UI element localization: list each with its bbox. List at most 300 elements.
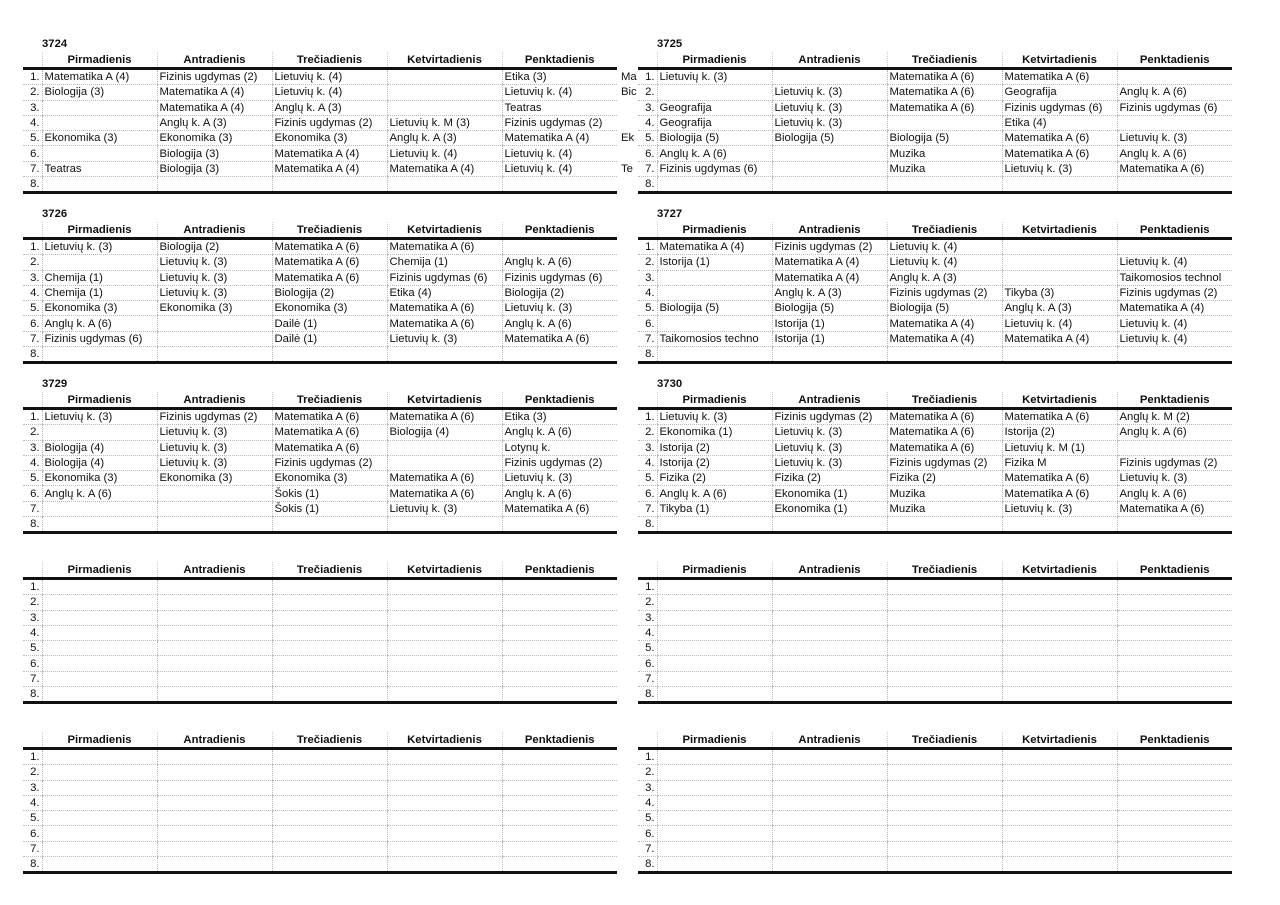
lesson-cell[interactable]: Chemija (1) [387, 255, 502, 270]
lesson-cell[interactable] [157, 780, 272, 795]
lesson-cell[interactable] [1117, 749, 1232, 765]
lesson-cell[interactable] [157, 795, 272, 810]
lesson-cell[interactable]: Matematika A (4) [657, 239, 772, 255]
lesson-cell[interactable]: Lietuvių k. (4) [502, 146, 617, 161]
lesson-cell[interactable] [42, 811, 157, 826]
lesson-cell[interactable] [502, 687, 617, 703]
lesson-cell[interactable]: Lietuvių k. (3) [42, 409, 157, 425]
lesson-cell[interactable] [1117, 595, 1232, 610]
lesson-cell[interactable] [887, 795, 1002, 810]
lesson-cell[interactable] [887, 347, 1002, 363]
lesson-cell[interactable]: Fizinis ugdymas (2) [157, 409, 272, 425]
lesson-cell[interactable]: Šokis (1) [272, 501, 387, 516]
lesson-cell[interactable]: Matematika A (6) [1002, 131, 1117, 146]
lesson-cell[interactable] [502, 641, 617, 656]
lesson-cell[interactable]: Muzika [887, 146, 1002, 161]
lesson-cell[interactable] [1002, 177, 1117, 193]
lesson-cell[interactable]: Ekonomika (3) [42, 471, 157, 486]
lesson-cell[interactable]: Anglų k. A (6) [1117, 146, 1232, 161]
lesson-cell[interactable] [772, 177, 887, 193]
lesson-cell[interactable]: Matematika A (6) [387, 409, 502, 425]
lesson-cell[interactable] [157, 331, 272, 346]
lesson-cell[interactable] [272, 811, 387, 826]
lesson-cell[interactable] [772, 347, 887, 363]
lesson-cell[interactable] [1002, 270, 1117, 285]
lesson-cell[interactable] [1117, 347, 1232, 363]
lesson-cell[interactable]: Lietuvių k. M (1) [1002, 440, 1117, 455]
lesson-cell[interactable] [42, 595, 157, 610]
lesson-cell[interactable] [502, 517, 617, 533]
lesson-cell[interactable] [157, 749, 272, 765]
lesson-cell[interactable] [657, 610, 772, 625]
lesson-cell[interactable]: Matematika A (4) [887, 331, 1002, 346]
lesson-cell[interactable] [272, 841, 387, 856]
lesson-cell[interactable]: Anglų k. A (6) [1117, 425, 1232, 440]
lesson-cell[interactable]: Lietuvių k. (3) [657, 409, 772, 425]
lesson-cell[interactable]: Ekonomika (3) [157, 301, 272, 316]
lesson-cell[interactable] [1117, 841, 1232, 856]
lesson-cell[interactable]: Fizika (2) [887, 471, 1002, 486]
lesson-cell[interactable]: Ekonomika (3) [272, 131, 387, 146]
lesson-cell[interactable] [1002, 347, 1117, 363]
lesson-cell[interactable] [657, 811, 772, 826]
lesson-cell[interactable]: Matematika A (6) [887, 100, 1002, 115]
lesson-cell[interactable] [387, 579, 502, 595]
lesson-cell[interactable] [1117, 69, 1232, 85]
lesson-cell[interactable]: Istorija (2) [657, 455, 772, 470]
lesson-cell[interactable] [1002, 579, 1117, 595]
lesson-cell[interactable]: Lietuvių k. (4) [272, 69, 387, 85]
lesson-cell[interactable]: Matematika A (6) [272, 409, 387, 425]
lesson-cell[interactable]: Taikomosios technol [1117, 270, 1232, 285]
lesson-cell[interactable]: Istorija (2) [657, 440, 772, 455]
lesson-cell[interactable]: Lietuvių k. (4) [887, 239, 1002, 255]
lesson-cell[interactable] [887, 780, 1002, 795]
lesson-cell[interactable]: Fizinis ugdymas (2) [157, 69, 272, 85]
lesson-cell[interactable] [42, 610, 157, 625]
lesson-cell[interactable]: Lietuvių k. (3) [157, 255, 272, 270]
lesson-cell[interactable] [1117, 115, 1232, 130]
lesson-cell[interactable]: Lietuvių k. (3) [157, 455, 272, 470]
lesson-cell[interactable] [42, 425, 157, 440]
lesson-cell[interactable] [772, 765, 887, 780]
lesson-cell[interactable] [387, 641, 502, 656]
lesson-cell[interactable]: Lietuvių k. (3) [1117, 131, 1232, 146]
lesson-cell[interactable]: Lietuvių k. (3) [387, 331, 502, 346]
lesson-cell[interactable] [887, 687, 1002, 703]
lesson-cell[interactable]: Lietuvių k. (3) [772, 425, 887, 440]
lesson-cell[interactable]: Fizinis ugdymas (2) [772, 239, 887, 255]
lesson-cell[interactable] [657, 347, 772, 363]
lesson-cell[interactable]: Ekonomika (3) [272, 471, 387, 486]
lesson-cell[interactable] [387, 610, 502, 625]
lesson-cell[interactable]: Fizinis ugdymas (6) [42, 331, 157, 346]
lesson-cell[interactable]: Anglų k. A (3) [1002, 301, 1117, 316]
lesson-cell[interactable]: Fizinis ugdymas (2) [772, 409, 887, 425]
lesson-cell[interactable] [502, 795, 617, 810]
lesson-cell[interactable]: Muzika [887, 161, 1002, 176]
lesson-cell[interactable]: Biologija (3) [42, 85, 157, 100]
lesson-cell[interactable]: Fizinis ugdymas (2) [272, 115, 387, 130]
lesson-cell[interactable] [657, 579, 772, 595]
lesson-cell[interactable]: Matematika A (6) [1002, 486, 1117, 501]
lesson-cell[interactable] [272, 177, 387, 193]
lesson-cell[interactable] [1002, 517, 1117, 533]
lesson-cell[interactable] [772, 595, 887, 610]
lesson-cell[interactable] [387, 795, 502, 810]
lesson-cell[interactable]: Chemija (1) [42, 285, 157, 300]
lesson-cell[interactable] [157, 687, 272, 703]
lesson-cell[interactable]: Lietuvių k. (3) [502, 301, 617, 316]
lesson-cell[interactable]: Teatras [502, 100, 617, 115]
lesson-cell[interactable] [272, 347, 387, 363]
lesson-cell[interactable] [657, 795, 772, 810]
lesson-cell[interactable] [1002, 671, 1117, 686]
lesson-cell[interactable] [502, 610, 617, 625]
lesson-cell[interactable] [387, 656, 502, 671]
lesson-cell[interactable]: Anglų k. M (2) [1117, 409, 1232, 425]
lesson-cell[interactable]: Dailė (1) [272, 331, 387, 346]
lesson-cell[interactable] [1002, 595, 1117, 610]
lesson-cell[interactable] [772, 795, 887, 810]
lesson-cell[interactable] [1117, 687, 1232, 703]
lesson-cell[interactable] [502, 625, 617, 640]
lesson-cell[interactable] [657, 517, 772, 533]
lesson-cell[interactable]: Biologija (5) [657, 131, 772, 146]
lesson-cell[interactable] [887, 671, 1002, 686]
lesson-cell[interactable]: Biologija (3) [157, 161, 272, 176]
lesson-cell[interactable] [887, 811, 1002, 826]
lesson-cell[interactable]: Šokis (1) [272, 486, 387, 501]
lesson-cell[interactable]: Ekonomika (3) [272, 301, 387, 316]
lesson-cell[interactable] [272, 656, 387, 671]
lesson-cell[interactable] [157, 595, 272, 610]
lesson-cell[interactable] [657, 625, 772, 640]
lesson-cell[interactable] [502, 177, 617, 193]
lesson-cell[interactable]: Ekonomika (1) [772, 501, 887, 516]
lesson-cell[interactable] [502, 579, 617, 595]
lesson-cell[interactable] [157, 656, 272, 671]
lesson-cell[interactable] [887, 749, 1002, 765]
lesson-cell[interactable]: Chemija (1) [42, 270, 157, 285]
lesson-cell[interactable] [502, 765, 617, 780]
lesson-cell[interactable] [387, 811, 502, 826]
lesson-cell[interactable] [1002, 610, 1117, 625]
lesson-cell[interactable]: Anglų k. A (6) [502, 316, 617, 331]
lesson-cell[interactable] [1002, 841, 1117, 856]
lesson-cell[interactable] [887, 579, 1002, 595]
lesson-cell[interactable]: Ekonomika (3) [157, 131, 272, 146]
lesson-cell[interactable] [887, 115, 1002, 130]
lesson-cell[interactable]: Matematika A (6) [1117, 501, 1232, 516]
lesson-cell[interactable]: Matematika A (6) [272, 425, 387, 440]
lesson-cell[interactable]: Fizinis ugdymas (6) [1117, 100, 1232, 115]
lesson-cell[interactable]: Matematika A (4) [772, 255, 887, 270]
lesson-cell[interactable] [1117, 610, 1232, 625]
lesson-cell[interactable] [42, 115, 157, 130]
lesson-cell[interactable]: Biologija (3) [157, 146, 272, 161]
lesson-cell[interactable]: Anglų k. A (3) [387, 131, 502, 146]
lesson-cell[interactable]: Biologija (5) [772, 301, 887, 316]
lesson-cell[interactable] [887, 826, 1002, 841]
lesson-cell[interactable] [387, 177, 502, 193]
lesson-cell[interactable] [772, 857, 887, 873]
lesson-cell[interactable] [272, 610, 387, 625]
lesson-cell[interactable]: Lietuvių k. (3) [157, 425, 272, 440]
lesson-cell[interactable] [42, 177, 157, 193]
lesson-cell[interactable]: Fizika M [1002, 455, 1117, 470]
lesson-cell[interactable]: Fizinis ugdymas (2) [272, 455, 387, 470]
lesson-cell[interactable] [1117, 857, 1232, 873]
lesson-cell[interactable] [387, 826, 502, 841]
lesson-cell[interactable]: Taikomosios techno [657, 331, 772, 346]
lesson-cell[interactable] [157, 765, 272, 780]
lesson-cell[interactable] [42, 656, 157, 671]
lesson-cell[interactable] [1002, 780, 1117, 795]
lesson-cell[interactable] [1117, 780, 1232, 795]
lesson-cell[interactable]: Biologija (2) [157, 239, 272, 255]
lesson-cell[interactable]: Muzika [887, 486, 1002, 501]
lesson-cell[interactable] [1002, 656, 1117, 671]
lesson-cell[interactable]: Etika (3) [502, 409, 617, 425]
lesson-cell[interactable]: Biologija (5) [887, 131, 1002, 146]
lesson-cell[interactable]: Ekonomika (3) [157, 471, 272, 486]
lesson-cell[interactable] [1117, 765, 1232, 780]
lesson-cell[interactable]: Matematika A (6) [387, 316, 502, 331]
lesson-cell[interactable] [657, 841, 772, 856]
lesson-cell[interactable]: Ekonomika (3) [42, 301, 157, 316]
lesson-cell[interactable] [387, 765, 502, 780]
lesson-cell[interactable] [1002, 795, 1117, 810]
lesson-cell[interactable] [1117, 826, 1232, 841]
lesson-cell[interactable] [157, 177, 272, 193]
lesson-cell[interactable] [157, 610, 272, 625]
lesson-cell[interactable]: Matematika A (6) [502, 501, 617, 516]
lesson-cell[interactable]: Anglų k. A (6) [1117, 85, 1232, 100]
lesson-cell[interactable] [42, 749, 157, 765]
lesson-cell[interactable] [387, 595, 502, 610]
lesson-cell[interactable] [1117, 625, 1232, 640]
lesson-cell[interactable] [42, 347, 157, 363]
lesson-cell[interactable]: Matematika A (6) [272, 270, 387, 285]
lesson-cell[interactable]: Matematika A (6) [1002, 471, 1117, 486]
lesson-cell[interactable] [772, 811, 887, 826]
lesson-cell[interactable] [157, 501, 272, 516]
lesson-cell[interactable] [502, 347, 617, 363]
lesson-cell[interactable]: Matematika A (4) [272, 161, 387, 176]
lesson-cell[interactable] [657, 285, 772, 300]
lesson-cell[interactable] [887, 656, 1002, 671]
lesson-cell[interactable] [272, 671, 387, 686]
lesson-cell[interactable] [272, 641, 387, 656]
lesson-cell[interactable] [887, 177, 1002, 193]
lesson-cell[interactable]: Etika (4) [387, 285, 502, 300]
lesson-cell[interactable] [1002, 811, 1117, 826]
lesson-cell[interactable] [42, 501, 157, 516]
lesson-cell[interactable]: Lietuvių k. (3) [772, 115, 887, 130]
lesson-cell[interactable] [1002, 239, 1117, 255]
lesson-cell[interactable] [887, 641, 1002, 656]
lesson-cell[interactable] [1117, 440, 1232, 455]
lesson-cell[interactable]: Matematika A (6) [272, 255, 387, 270]
lesson-cell[interactable] [772, 146, 887, 161]
lesson-cell[interactable]: Istorija (1) [772, 316, 887, 331]
lesson-cell[interactable] [42, 641, 157, 656]
lesson-cell[interactable] [272, 857, 387, 873]
lesson-cell[interactable]: Fizinis ugdymas (2) [887, 455, 1002, 470]
lesson-cell[interactable]: Lietuvių k. (4) [1117, 331, 1232, 346]
lesson-cell[interactable] [42, 795, 157, 810]
lesson-cell[interactable] [772, 69, 887, 85]
lesson-cell[interactable] [657, 780, 772, 795]
lesson-cell[interactable] [387, 347, 502, 363]
lesson-cell[interactable] [42, 857, 157, 873]
lesson-cell[interactable] [1117, 656, 1232, 671]
lesson-cell[interactable]: Matematika A (6) [387, 301, 502, 316]
lesson-cell[interactable]: Fizinis ugdymas (6) [387, 270, 502, 285]
lesson-cell[interactable] [1117, 641, 1232, 656]
lesson-cell[interactable] [157, 486, 272, 501]
lesson-cell[interactable] [1117, 811, 1232, 826]
lesson-cell[interactable] [502, 826, 617, 841]
lesson-cell[interactable] [502, 841, 617, 856]
lesson-cell[interactable] [157, 857, 272, 873]
lesson-cell[interactable]: Anglų k. A (6) [42, 316, 157, 331]
lesson-cell[interactable] [657, 177, 772, 193]
lesson-cell[interactable] [1117, 579, 1232, 595]
lesson-cell[interactable] [157, 841, 272, 856]
lesson-cell[interactable] [272, 595, 387, 610]
lesson-cell[interactable]: Fizika (2) [657, 471, 772, 486]
lesson-cell[interactable]: Matematika A (6) [272, 239, 387, 255]
lesson-cell[interactable]: Matematika A (6) [1002, 69, 1117, 85]
lesson-cell[interactable] [272, 780, 387, 795]
lesson-cell[interactable]: Lietuvių k. (3) [1117, 471, 1232, 486]
lesson-cell[interactable]: Matematika A (6) [1002, 409, 1117, 425]
lesson-cell[interactable]: Lietuvių k. (3) [42, 239, 157, 255]
lesson-cell[interactable] [772, 579, 887, 595]
lesson-cell[interactable]: Lietuvių k. M (3) [387, 115, 502, 130]
lesson-cell[interactable]: Biologija (5) [887, 301, 1002, 316]
lesson-cell[interactable]: Lietuvių k. (4) [387, 146, 502, 161]
lesson-cell[interactable] [1002, 687, 1117, 703]
lesson-cell[interactable] [387, 100, 502, 115]
lesson-cell[interactable] [772, 780, 887, 795]
lesson-cell[interactable] [887, 610, 1002, 625]
lesson-cell[interactable]: Lietuvių k. (4) [272, 85, 387, 100]
lesson-cell[interactable] [657, 765, 772, 780]
lesson-cell[interactable] [502, 239, 617, 255]
lesson-cell[interactable]: Lietuvių k. (3) [772, 85, 887, 100]
lesson-cell[interactable]: Matematika A (6) [887, 425, 1002, 440]
lesson-cell[interactable]: Fizinis ugdymas (6) [1002, 100, 1117, 115]
lesson-cell[interactable]: Ekonomika (1) [657, 425, 772, 440]
lesson-cell[interactable]: Geografija [657, 100, 772, 115]
lesson-cell[interactable] [42, 687, 157, 703]
lesson-cell[interactable]: Fizinis ugdymas (2) [502, 455, 617, 470]
lesson-cell[interactable]: Ekonomika (1) [772, 486, 887, 501]
lesson-cell[interactable] [272, 687, 387, 703]
lesson-cell[interactable]: Tikyba (1) [657, 501, 772, 516]
lesson-cell[interactable]: Fizinis ugdymas (2) [887, 285, 1002, 300]
lesson-cell[interactable] [772, 687, 887, 703]
lesson-cell[interactable] [387, 687, 502, 703]
lesson-cell[interactable]: Etika (3) [502, 69, 617, 85]
lesson-cell[interactable]: Lietuvių k. (3) [1002, 161, 1117, 176]
lesson-cell[interactable]: Matematika A (4) [887, 316, 1002, 331]
lesson-cell[interactable] [657, 316, 772, 331]
lesson-cell[interactable] [157, 625, 272, 640]
lesson-cell[interactable] [1117, 239, 1232, 255]
lesson-cell[interactable] [387, 625, 502, 640]
lesson-cell[interactable] [1117, 795, 1232, 810]
lesson-cell[interactable]: Lietuvių k. (3) [772, 440, 887, 455]
lesson-cell[interactable]: Anglų k. A (6) [42, 486, 157, 501]
lesson-cell[interactable]: Lietuvių k. (3) [657, 69, 772, 85]
lesson-cell[interactable]: Geografija [1002, 85, 1117, 100]
lesson-cell[interactable] [657, 671, 772, 686]
lesson-cell[interactable] [1002, 857, 1117, 873]
lesson-cell[interactable] [657, 656, 772, 671]
lesson-cell[interactable] [272, 795, 387, 810]
lesson-cell[interactable]: Teatras [42, 161, 157, 176]
lesson-cell[interactable] [657, 270, 772, 285]
lesson-cell[interactable]: Lietuvių k. (3) [157, 440, 272, 455]
lesson-cell[interactable] [1117, 177, 1232, 193]
lesson-cell[interactable] [42, 671, 157, 686]
lesson-cell[interactable] [887, 517, 1002, 533]
lesson-cell[interactable]: Istorija (1) [657, 255, 772, 270]
lesson-cell[interactable] [657, 641, 772, 656]
lesson-cell[interactable] [42, 841, 157, 856]
lesson-cell[interactable]: Lietuvių k. (4) [1117, 316, 1232, 331]
lesson-cell[interactable] [42, 579, 157, 595]
lesson-cell[interactable] [772, 625, 887, 640]
lesson-cell[interactable] [502, 671, 617, 686]
lesson-cell[interactable]: Matematika A (6) [887, 440, 1002, 455]
lesson-cell[interactable] [1002, 749, 1117, 765]
lesson-cell[interactable] [42, 765, 157, 780]
lesson-cell[interactable]: Matematika A (6) [387, 471, 502, 486]
lesson-cell[interactable]: Matematika A (6) [887, 85, 1002, 100]
lesson-cell[interactable] [1002, 826, 1117, 841]
lesson-cell[interactable]: Anglų k. A (6) [657, 146, 772, 161]
lesson-cell[interactable] [42, 780, 157, 795]
lesson-cell[interactable] [1002, 765, 1117, 780]
lesson-cell[interactable] [887, 625, 1002, 640]
lesson-cell[interactable]: Matematika A (4) [157, 85, 272, 100]
lesson-cell[interactable] [772, 656, 887, 671]
lesson-cell[interactable] [772, 826, 887, 841]
lesson-cell[interactable] [272, 625, 387, 640]
lesson-cell[interactable] [157, 579, 272, 595]
lesson-cell[interactable] [772, 749, 887, 765]
lesson-cell[interactable] [42, 625, 157, 640]
lesson-cell[interactable] [772, 641, 887, 656]
lesson-cell[interactable] [502, 857, 617, 873]
lesson-cell[interactable]: Matematika A (6) [887, 409, 1002, 425]
lesson-cell[interactable] [502, 780, 617, 795]
lesson-cell[interactable] [1002, 625, 1117, 640]
lesson-cell[interactable] [42, 826, 157, 841]
lesson-cell[interactable] [157, 826, 272, 841]
lesson-cell[interactable] [887, 595, 1002, 610]
lesson-cell[interactable]: Lietuvių k. (4) [502, 161, 617, 176]
lesson-cell[interactable] [387, 671, 502, 686]
lesson-cell[interactable] [157, 811, 272, 826]
lesson-cell[interactable]: Matematika A (4) [1117, 301, 1232, 316]
lesson-cell[interactable]: Ekonomika (3) [42, 131, 157, 146]
